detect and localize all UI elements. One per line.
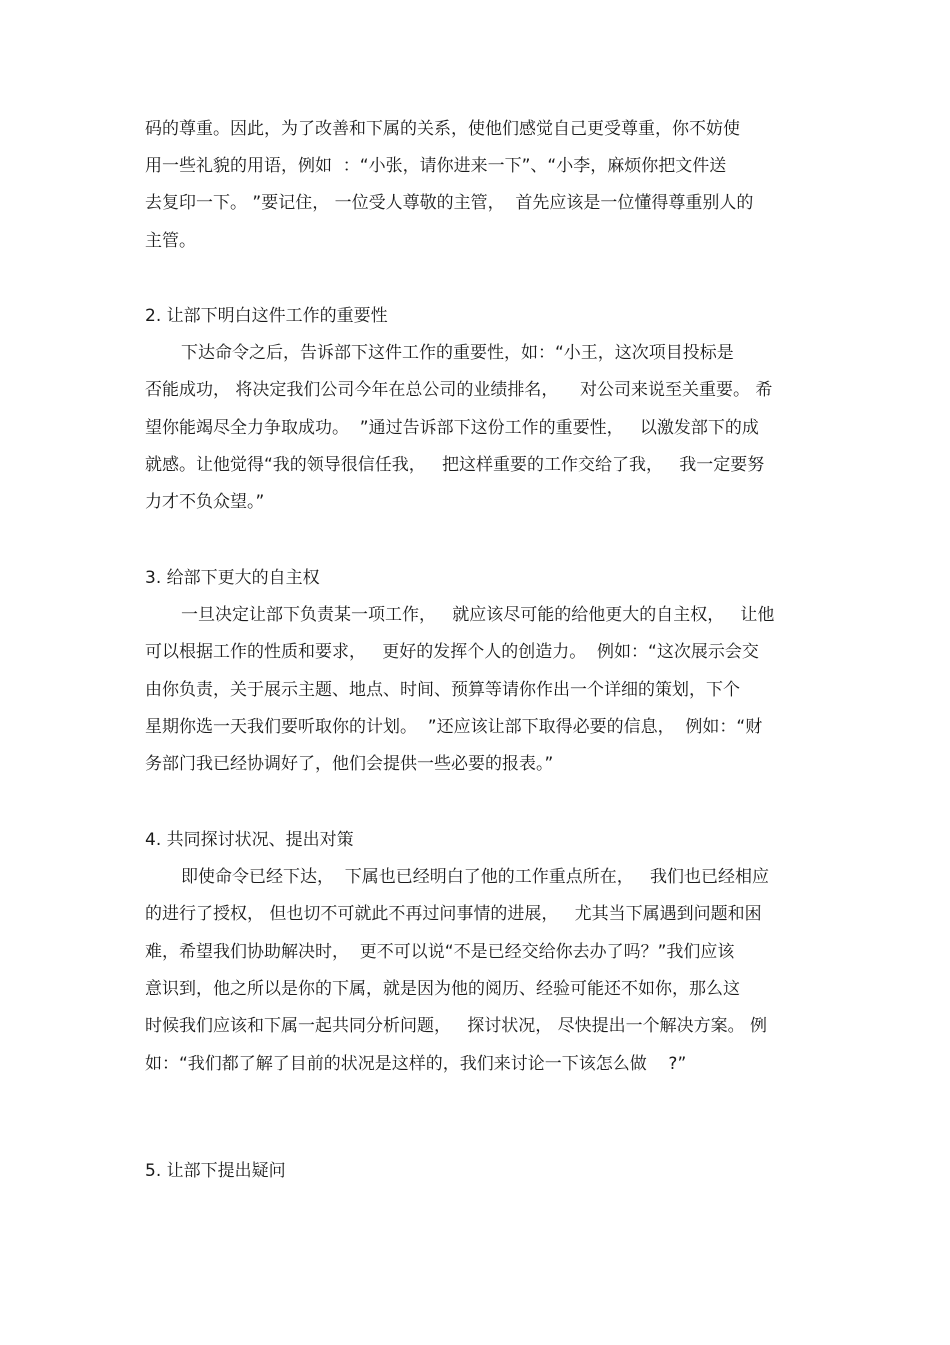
section-2-line-2: 否能成功， 将决定我们公司今年在总公司的业绩排名， 对公司来说至关重要。 希	[145, 380, 773, 400]
section-3-line-3: 由你负责，关于展示主题、地点、时间、预算等请你作出一个详细的策划，下个	[145, 680, 740, 700]
section-2-heading: 2. 让部下明白这件工作的重要性	[145, 306, 388, 326]
section-4-heading: 4. 共同探讨状况、提出对策	[145, 830, 354, 850]
section-4-line-4: 意识到，他之所以是你的下属，就是因为他的阅历、经验可能还不如你，那么这	[145, 979, 740, 999]
section-2-line-5: 力才不负众望。”	[145, 492, 265, 512]
section-3-line-2: 可以根据工作的性质和要求， 更好的发挥个人的创造力。 例如：“这次展示会交	[145, 642, 759, 662]
section-4-line-1: 即使命令已经下达， 下属也已经明白了他的工作重点所在， 我们也已经相应	[181, 867, 770, 887]
section-4-line-2: 的进行了授权， 但也切不可就此不再过问事情的进展， 尤其当下属遇到问题和困	[145, 904, 762, 924]
intro-line-3: 去复印一下。 ”要记住， 一位受人尊敬的主管， 首先应该是一位懂得尊重别人的	[145, 193, 754, 213]
section-3-line-4: 星期你选一天我们要听取你的计划。 ”还应该让部下取得必要的信息， 例如：“财	[145, 717, 763, 737]
intro-line-2: 用一些礼貌的用语，例如 ：“小张，请你进来一下”、“小李，麻烦你把文件送	[145, 156, 727, 176]
section-3-line-1: 一旦决定让部下负责某一项工作， 就应该尽可能的给他更大的自主权， 让他	[181, 605, 775, 625]
section-4-line-5: 时候我们应该和下属一起共同分析问题， 探讨状况， 尽快提出一个解决方案。 例	[145, 1016, 768, 1036]
intro-line-1: 码的尊重。因此，为了改善和下属的关系，使他们感觉自己更受尊重，你不妨使	[145, 119, 740, 139]
section-2-line-3: 望你能竭尽全力争取成功。 ”通过告诉部下这份工作的重要性， 以激发部下的成	[145, 418, 759, 438]
section-3-heading: 3. 给部下更大的自主权	[145, 568, 320, 588]
section-3-line-5: 务部门我已经协调好了，他们会提供一些必要的报表。”	[145, 754, 554, 774]
section-4-line-3: 难，希望我们协助解决时， 更不可以说“不是已经交给你去办了吗？”我们应该	[145, 942, 735, 962]
intro-line-4: 主管。	[145, 231, 196, 251]
section-4-line-6: 如：“我们都了解了目前的状况是这样的，我们来讨论一下该怎么做 ?”	[145, 1054, 687, 1074]
section-2-line-4: 就感。让他觉得“我的领导很信任我， 把这样重要的工作交给了我， 我一定要努	[145, 455, 765, 475]
section-2-line-1: 下达命令之后，告诉部下这件工作的重要性，如：“小王，这次项目投标是	[181, 343, 734, 363]
section-5-heading: 5. 让部下提出疑问	[145, 1161, 286, 1181]
